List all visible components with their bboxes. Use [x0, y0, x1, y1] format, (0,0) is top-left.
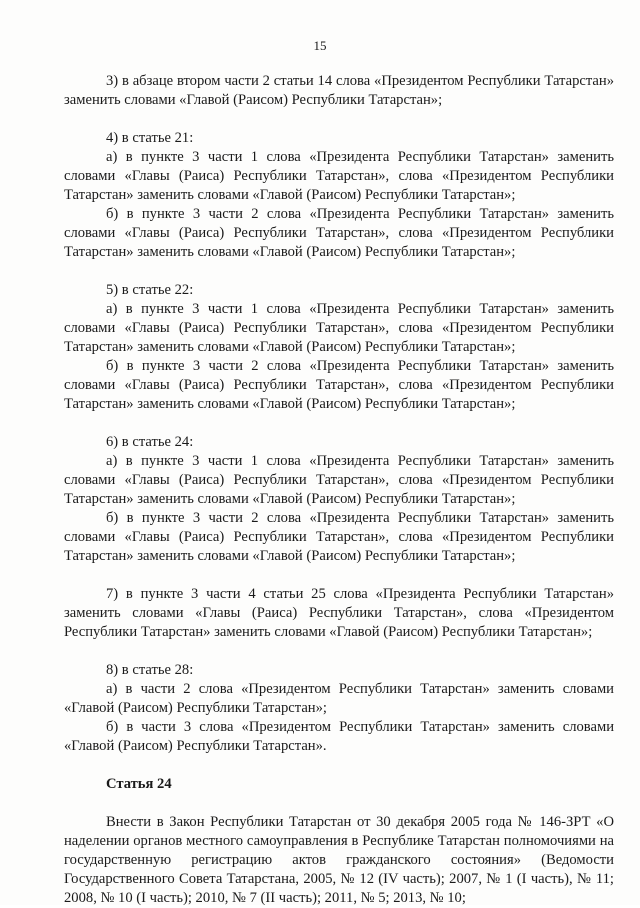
amendment-subitem-b: б) в пункте 3 части 2 слова «Президента Республики Татарстан» заменить словами «Главы (Раиса) Республики Татарстан», слова «Президентом Республики Татарстан» заменить словами «Главой (Раисом) Республики Татарстан»; — [64, 510, 614, 564]
amendment-text: 7) в пункте 3 части 4 статьи 25 слова «Президента Республики Татарстан» заменить словами «Главы (Раиса) Республики Татарстан», слова «Президентом Республики Татарстан» заменить словами «Главой (Раисом) Республики Татарстан»; — [64, 586, 614, 640]
amendment-title: 8) в статье 28: — [106, 662, 194, 678]
amendment-title: 6) в статье 24: — [106, 434, 194, 450]
amendment-subitem-a: а) в части 2 слова «Президентом Республики Татарстан» заменить словами «Главой (Раисом) Республики Татарстан»; — [64, 681, 614, 716]
amendment-subitem-a: а) в пункте 3 части 1 слова «Президента Республики Татарстан» заменить словами «Главы (Раиса) Республики Татарстан», слова «Президентом Республики Татарстан» заменить словами «Главой (Раисом) Республики Татарстан»; — [64, 149, 614, 203]
article-heading: Статья 24 — [106, 776, 172, 792]
amendment-title: 4) в статье 21: — [106, 130, 194, 146]
amendment-item-6 — [64, 433, 614, 566]
amendment-title: 5) в статье 22: — [106, 282, 194, 298]
amendment-subitem-b: б) в пункте 3 части 2 слова «Президента Республики Татарстан» заменить словами «Главы (Раиса) Республики Татарстан», слова «Президентом Республики Татарстан» заменить словами «Главой (Раисом) Республики Татарстан»; — [64, 358, 614, 412]
amendment-item-5 — [64, 281, 614, 414]
amendment-item-3 — [64, 72, 614, 110]
document-body — [64, 72, 614, 908]
amendment-subitem-a: а) в пункте 3 части 1 слова «Президента Республики Татарстан» заменить словами «Главы (Раиса) Республики Татарстан», слова «Президентом Республики Татарстан» заменить словами «Главой (Раисом) Республики Татарстан»; — [64, 301, 614, 355]
amendment-subitem-b: б) в пункте 3 части 2 слова «Президента Республики Татарстан» заменить словами «Главы (Раиса) Республики Татарстан», слова «Президентом Республики Татарстан» заменить словами «Главой (Раисом) Республики Татарстан»; — [64, 206, 614, 260]
article-text: Внести в Закон Республики Татарстан от 30 декабря 2005 года № 146-ЗРТ «О наделении органов местного самоуправления в Республике Татарстан полномочиями на государственную регистрацию актов гражданского состояния» (Ведомости Государственного Совета Татарстана, 2005, № 12 (IV часть); 2007, № 1 (I часть), № 11; 2008, № 10 (I часть); 2010, № 7 (II часть); 2011, № 5; 2013, № 10; — [64, 814, 614, 906]
amendment-text: 3) в абзаце втором части 2 статьи 14 слова «Президентом Республики Татарстан» заменить словами «Главой (Раисом) Республики Татарстан»; — [64, 73, 614, 108]
amendment-item-8 — [64, 661, 614, 756]
amendment-subitem-a: а) в пункте 3 части 1 слова «Президента Республики Татарстан» заменить словами «Главы (Раиса) Республики Татарстан», слова «Президентом Республики Татарстан» заменить словами «Главой (Раисом) Республики Татарстан»; — [64, 453, 614, 507]
amendment-item-7 — [64, 585, 614, 642]
amendment-subitem-b: б) в части 3 слова «Президентом Республики Татарстан» заменить словами «Главой (Раисом) Республики Татарстан». — [64, 719, 614, 754]
amendment-item-4 — [64, 129, 614, 262]
page-number: 15 — [313, 38, 327, 53]
